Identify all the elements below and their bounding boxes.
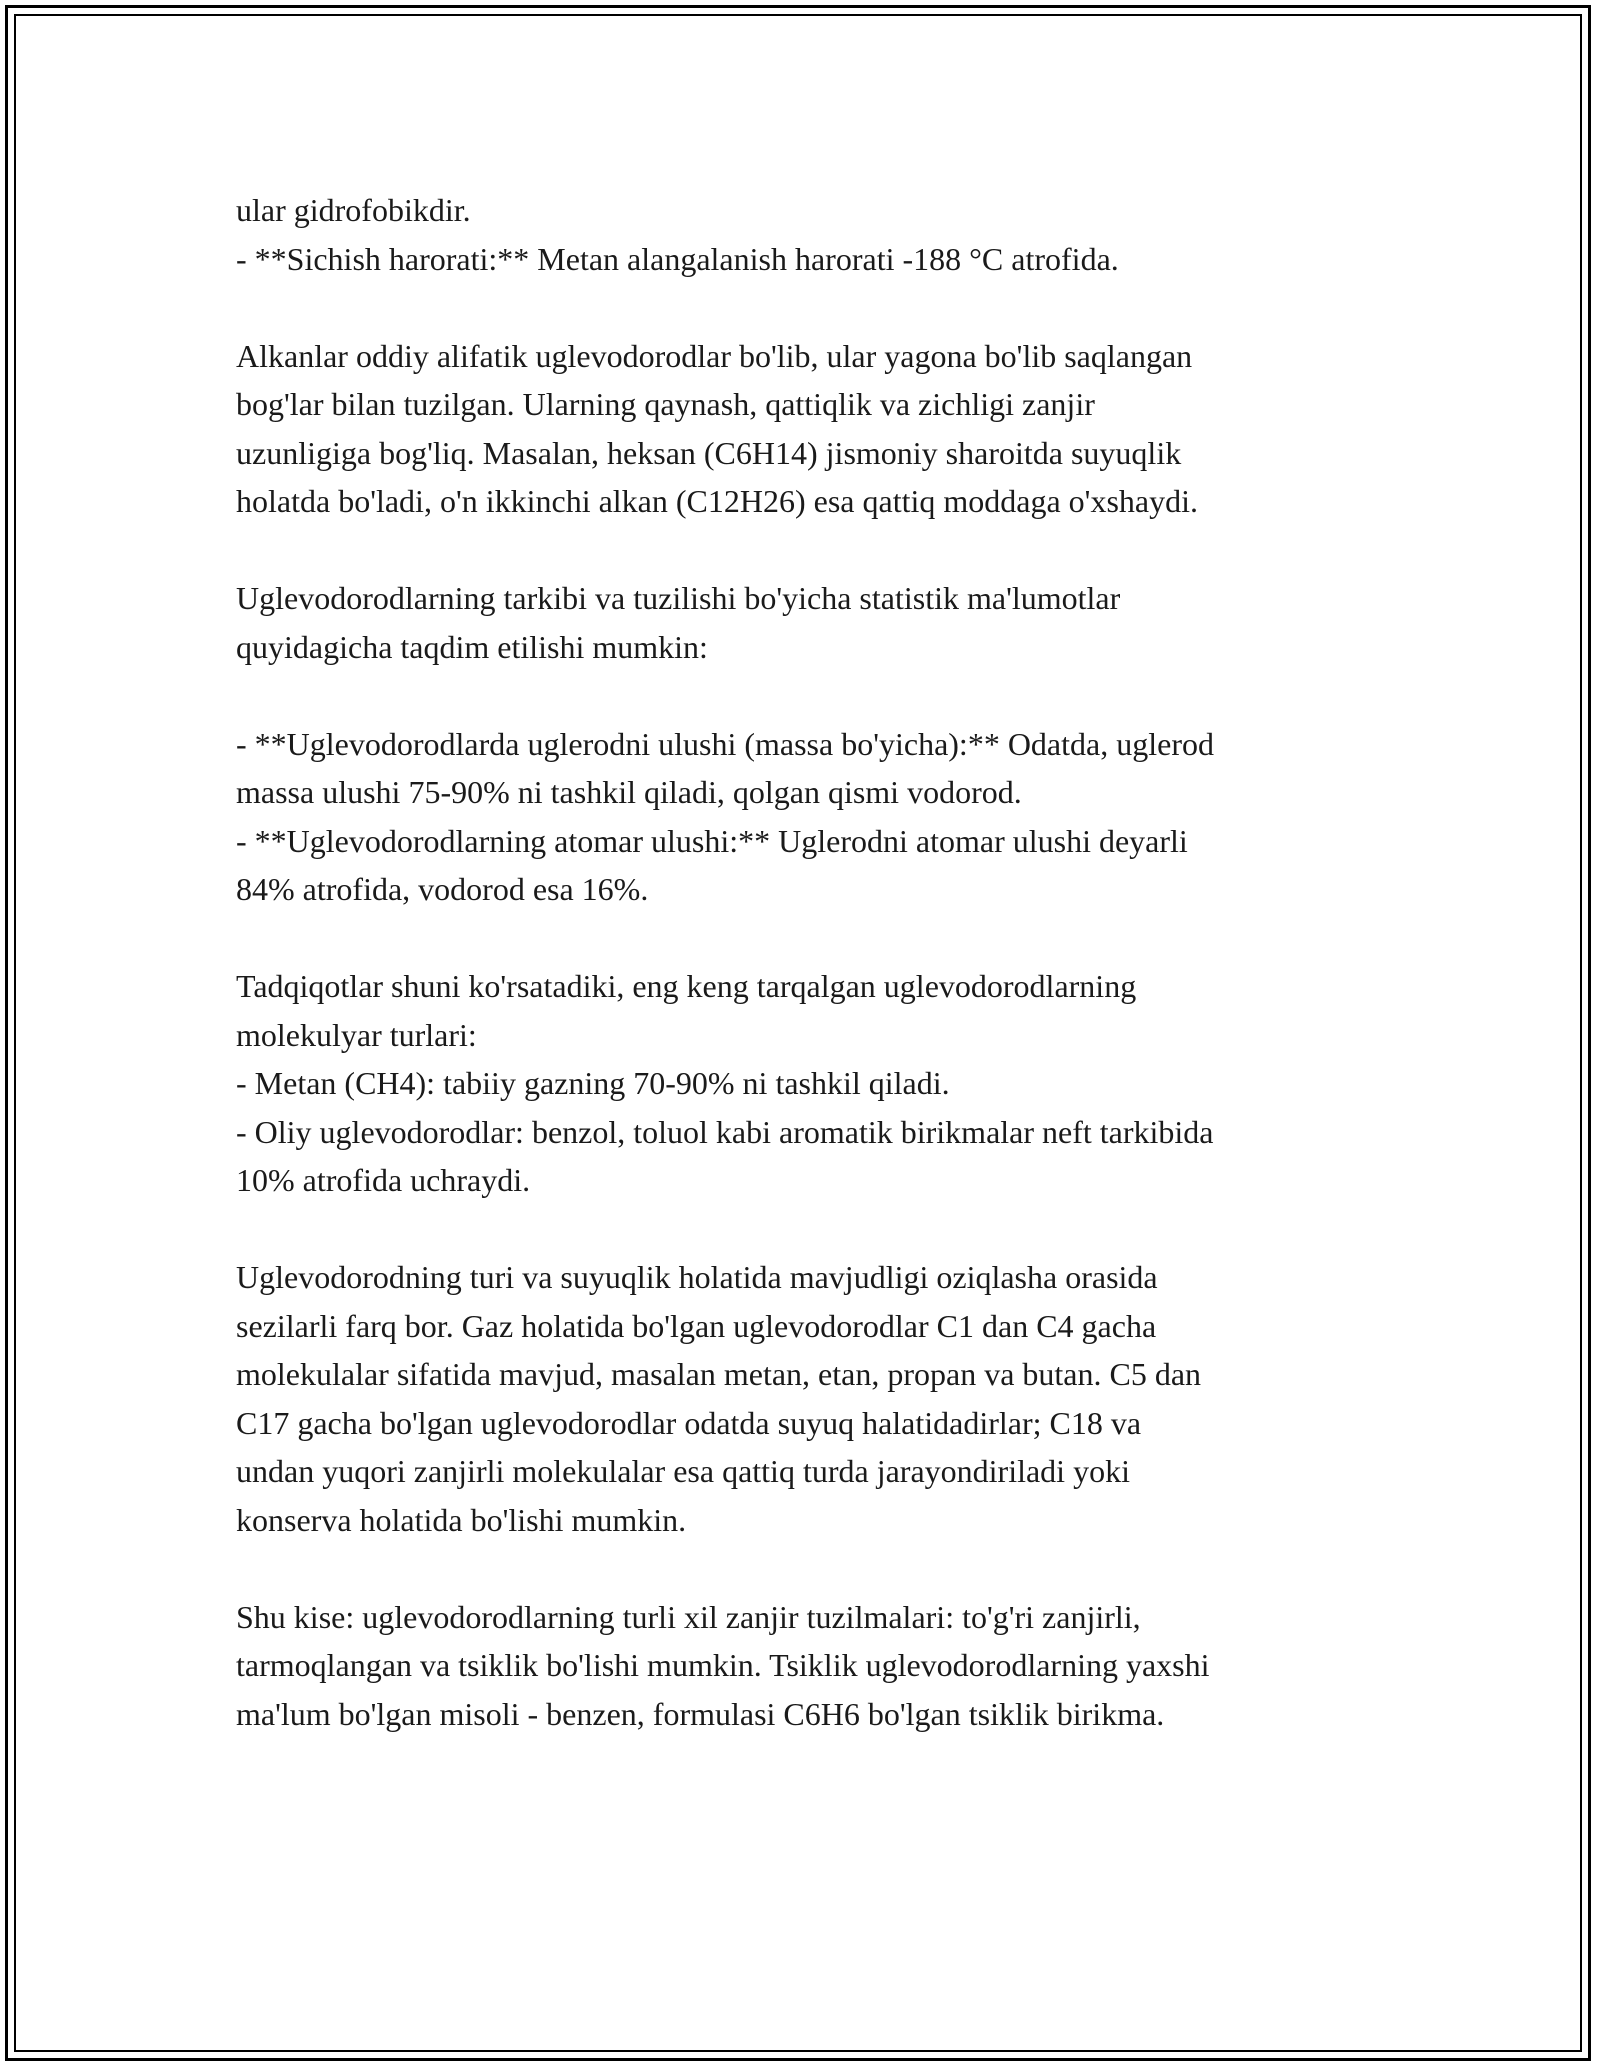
text-line: Tadqiqotlar shuni ko'rsatadiki, eng keng tarqalgan uglevodorodlarning (236, 968, 1137, 1004)
text-line: bog'lar bilan tuzilgan. Ularning qaynash, qattiqlik va zichligi zanjir (236, 386, 1095, 422)
text-line: undan yuqori zanjirli molekulalar esa qattiq turda jarayondiriladi yoki (236, 1453, 1130, 1489)
text-line: massa ulushi 75-90% ni tashkil qiladi, qolgan qismi vodorod. (236, 774, 1022, 810)
text-line: molekulalar sifatida mavjud, masalan metan, etan, propan va butan. C5 dan (236, 1356, 1202, 1392)
text-line: quyidagicha taqdim etilishi mumkin: (236, 628, 708, 665)
text-line: molekulyar turlari: (236, 1016, 477, 1053)
text-line: ular gidrofobikdir. (236, 192, 471, 228)
paragraph-5 (236, 962, 1386, 1205)
text-line: 84% atrofida, vodorod esa 16%. (236, 871, 649, 907)
text-line: ma'lum bo'lgan misoli - benzen, formulasi C6H6 bo'lgan tsiklik birikma. (236, 1695, 1165, 1732)
text-line: - **Sichish harorati:** Metan alangalanish harorati -188 °C atrofida. (236, 240, 1119, 277)
text-line: Uglevodorodlarning tarkibi va tuzilishi bo'yicha statistik ma'lumotlar (236, 580, 1121, 616)
text-line: - **Uglevodorodlarda uglerodni ulushi (massa bo'yicha):** Odatda, uglerod (236, 725, 1214, 762)
paragraph-7 (236, 1593, 1386, 1739)
paragraph-1 (236, 186, 1386, 283)
text-line: Uglevodorodning turi va suyuqlik holatida mavjudligi oziqlasha orasida (236, 1259, 1158, 1295)
text-line: tarmoqlangan va tsiklik bo'lishi mumkin. Tsiklik uglevodorodlarning yaxshi (236, 1647, 1210, 1683)
paragraph-2 (236, 332, 1386, 526)
text-line: - **Uglevodorodlarning atomar ulushi:** Uglerodni atomar ulushi deyarli (236, 822, 1188, 859)
text-line: sezilarli farq bor. Gaz holatida bo'lgan uglevodorodlar C1 dan C4 gacha (236, 1307, 1157, 1344)
text-line: konserva holatida bo'lishi mumkin. (236, 1501, 687, 1538)
text-line: C17 gacha bo'lgan uglevodorodlar odatda suyuq halatidadirlar; C18 va (236, 1404, 1142, 1441)
paragraph-3 (236, 574, 1386, 671)
text-line: Shu kise: uglevodorodlarning turli xil zanjir tuzilmalari: to'g'ri zanjirli, (236, 1598, 1141, 1635)
text-line: 10% atrofida uchraydi. (236, 1162, 531, 1198)
text-line: uzunligiga bog'liq. Masalan, heksan (C6H14) jismoniy sharoitda suyuqlik (236, 434, 1182, 471)
paragraph-4 (236, 720, 1386, 914)
paragraph-6 (236, 1253, 1386, 1544)
document-body (236, 186, 1386, 1738)
text-line: - Metan (CH4): tabiiy gazning 70-90% ni tashkil qiladi. (236, 1065, 950, 1101)
text-line: Alkanlar oddiy alifatik uglevodorodlar bo'lib, ular yagona bo'lib saqlangan (236, 337, 1193, 374)
text-line: holatda bo'ladi, o'n ikkinchi alkan (C12H26) esa qattiq moddaga o'xshaydi. (236, 483, 1198, 519)
text-line: - Oliy uglevodorodlar: benzol, toluol kabi aromatik birikmalar neft tarkibida (236, 1113, 1214, 1150)
